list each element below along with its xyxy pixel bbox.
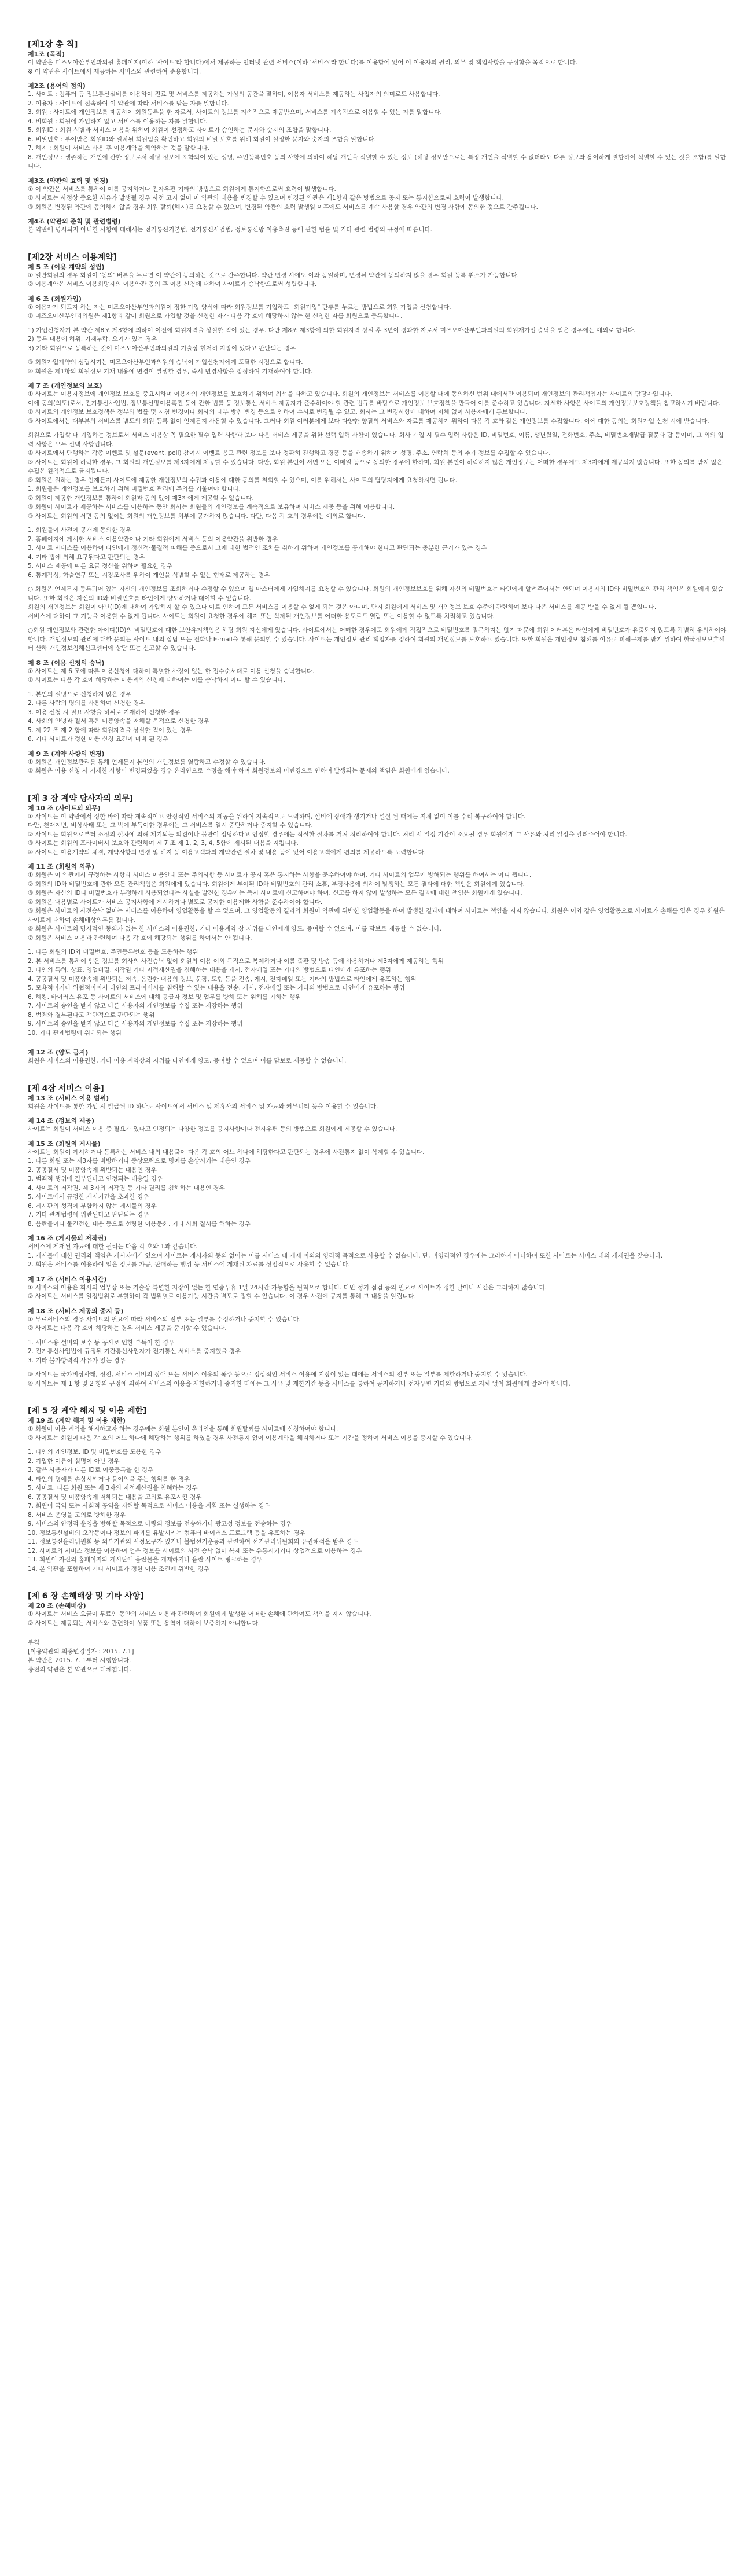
article-text: ② 사이트는 사정상 중요한 사유가 발생될 경우 사전 고지 없이 이 약관의 내용을 변경할 수 있으며 변경된 약관은 제1항과 같은 방법으로 공지 또는 통지함으로써 효력이 발생합니다. [28,194,505,201]
article-text: ② 사이트는 다음 각 호에 해당하는 이용계약 신청에 대하여는 이를 승낙하지 아니 할 수 있습니다. [28,677,285,683]
article-text: ⑥ 회원은 사이트의 명시적인 동의가 없는 한 서비스의 이용권한, 기타 이용계약 상 지위를 타인에게 양도, 증여할 수 없으며, 이를 담보로 제공할 수 없습니다. [28,925,441,932]
section-divider [28,776,728,793]
article-text: 10. 기타 관계법령에 위배되는 행위 [28,1029,122,1037]
article-text: 이 약관은 미즈오아산부인과의원 홈페이지(이하 '사이트'라 합니다)에서 제공하는 인터넷 관련 서비스(이하 '서비스'라 합니다)를 이용함에 있어 이 이용자의 권리, 의무 및 책임사항을 규정함을 목적으로 합니다. [28,59,577,66]
article-text: ③ 사이트는 국가비상사태, 정전, 서비스 설비의 장애 또는 서비스 이용의 폭주 등으로 정상적인 서비스 이용에 지장이 있는 때에는 서비스의 전부 또는 일부를 제한하거나 중지할 수 있습니다. [28,1371,528,1378]
article-text: 6. 해킹, 바이러스 유포 등 사이트의 서비스에 대해 공급자 정보 및 업무를 방해 또는 위해를 가하는 행위 [28,993,301,1001]
article-title: 제 9 조 (계약 사항의 변경) [28,749,105,758]
article-text: 3. 같은 사용자가 다른 ID로 이중등록을 한 경우 [28,1467,153,1473]
article-title: 제 13 조 (서비스 이용 범위) [28,1094,109,1102]
spacer [28,621,728,626]
article-text: 2. 회원은 서비스를 이용하여 얻은 정보를 가공, 판매하는 행위 등 서비스에 게재된 자료를 상업적으로 사용할 수 없습니다. [28,1261,350,1268]
article-title: 제 7 조 (개인정보의 보호) [28,382,102,389]
article-text: 4. 타인의 명예를 손상시키거나 불이익을 주는 행위를 한 경우 [28,1475,190,1483]
article-text: 6. 통계작성, 학술연구 또는 시장조사를 위하여 개인을 식별할 수 없는 형태로 제공하는 경우 [28,571,270,579]
spacer [28,744,728,749]
spacer [28,653,728,659]
article-text: ② 사이트는 회원이 다음 각 호의 어느 하나에 해당하는 행위를 하였을 경우 사전통지 없이 이용계약을 해지하거나 또는 기간을 정하여 서비스 이용을 중지할 수 있습니다. [28,1434,473,1442]
article-text: ④ 사이트에서 단행하는 각종 이벤트 및 설문(event, poll) 참여시 이벤트 응모 관련 정보를 보다 정확히 진행하고 경품 등을 배송하기 위하여 성명, 주소, 연락처 등의 추가 정보를 수집할 수 있습니다. [28,450,551,457]
article-title: 제 11 조 (회원의 의무) [28,863,95,870]
article-text: 3. 사이트 서비스를 이용하여 타인에게 정신적·물질적 피해를 줌으로서 그에 대한 법적인 조치를 취하기 위하여 개인정보를 공개해야 한다고 판단되는 충분한 근거가 있는 경우 [28,545,487,552]
spacer [28,1365,728,1370]
article-text: ② 미즈오아산부인과의원은 제1항과 같이 회원으로 가입할 것을 신청한 자가 다음 각 호에 해당하지 않는 한 신청한 자를 회원으로 등록합니다. [28,313,403,319]
chapter-heading: [제 5 장 계약 해지 및 이용 제한] [28,1406,147,1416]
article-text: 다만, 천재지변, 비상사태 또는 그 밖에 부득이한 경우에는 그 서비스를 일시 중단하거나 중지할 수 있습니다. [28,822,313,829]
article-text: 9. 서비스의 안정적 운영을 방해할 목적으로 다량의 정보를 전송하거나 광고성 정보를 전송하는 경우 [28,1520,292,1527]
article-text: ① 일반회원의 경우 회원이 '동의' 버튼을 누르면 이 약관에 동의하는 것으로 간주합니다. 약관 변경 시에도 이와 동일하며, 변경된 약관에 동의하지 않을 경우 회원 등록 취소가 가능합니다. [28,271,520,279]
article-text: 1. 타인의 개인정보, ID 및 비밀번호를 도용한 경우 [28,1449,161,1456]
article-text: 5. 사이트에서 규정한 게시기간을 초과한 경우 [28,1193,149,1200]
article-text: 회원으로 가입할 때 기입하는 정보로서 서비스 이용상 꼭 필요한 필수 입력 사항과 보다 나은 서비스 제공을 위한 선택 입력 사항이 있습니다. 회사 가입 시 필수 입력 사항은 ID, 비밀번호, 이름, 생년월일, 전화번호, 주소, 비밀번호재발급 질문과 답 등이며, 그 외의 입력 사항은 모두 선택 사항입니다. [28,432,724,448]
article-text: ① 사이트는 서비스 요금이 무료인 동안의 서비스 이용과 관련하여 회원에게 발생한 어떠한 손해에 관하여도 책임을 지지 않습니다. [28,1611,371,1618]
article-text: 4. 공공질서 및 미풍양속에 위반되는 저속, 음란한 내용의 정보, 문장, 도형 등을 전송, 게시, 전자메일 또는 기타의 방법으로 타인에게 유포하는 행위 [28,975,417,983]
article-text: 6. 기타 사이트가 정한 이용 신청 요건이 미비 된 경우 [28,736,168,743]
spacer [28,1111,728,1116]
article-text: ③ 회원은 변경된 약관에 동의하지 않을 경우 회원 탈퇴(해지)를 요청할 수 있으며, 변경된 약관의 효력 발생일 이후에도 서비스를 계속 사용할 경우 약관의 변경 사항에 동의한 것으로 간주됩니다. [28,203,538,211]
article-text: 7. 기타 관계법령에 위반된다고 판단되는 경우 [28,1211,149,1218]
article-text: 3. 기타 불가항력적 사유가 있는 경우 [28,1357,126,1364]
article-text: 1. 사이트 : 컴퓨터 등 정보통신설비를 이용하여 진료 및 서비스를 제공하는 가상의 공간을 말하며, 이용자 서비스를 제공하는 사업자의 의미로도 사용합니다. [28,91,440,98]
article-text: 11. 정보통신윤리위원회 등 외부기관의 시정요구가 있거나 불법선거운동과 관련하여 선거관리위원회의 유권해석을 받은 경우 [28,1538,358,1545]
article-text: 7. 회원이 국익 또는 사회적 공익을 저해할 목적으로 서비스 이용을 계획 또는 실행하는 경우 [28,1502,270,1509]
spacer [28,376,728,381]
spacer [28,1628,728,1633]
article-text: ○회원 개인정보와 관련한 아이디(ID)의 비밀번호에 대한 보안유지책임은 해당 회원 자신에게 있습니다. 사이트에서는 어떠한 경우에도 회원에게 직접적으로 비밀번호를 질문하지는 않기 때문에 회원 여러분은 타인에게 비밀번호가 유출되지 않도록 각별히 유의하여야 합니다. 개인정보의 관리에 대한 문의는 사이트 내의 상담 또는 전화나 E-mail을 통해 문의할 수 있습니다. 사이트는 개인정보 관리 책임자를 정하여 회원의 개인정보를 보호하고 있습니다. 또한 회원은 개인정보 침해를 이유로 피해구제를 받기 위하여 한국정보보호센터 산하 개인정보침해신고센터에 상담 또는 신고할 수 있습니다. [28,627,727,652]
article-text: 7. 해지 : 회원이 서비스 사용 후 이용계약을 해약하는 것을 말합니다. [28,145,209,152]
article-text: 회원은 사이트를 통한 가입 시 발급된 ID 하나로 사이트에서 서비스 및 제휴사의 서비스 및 자료와 커뮤니티 등을 이용할 수 있습니다. [28,1103,378,1110]
article-text: 2. 다른 사람의 명의를 사용하여 신청한 경우 [28,700,145,707]
article-title: 제3조 (약관의 효력 및 변경) [28,177,109,185]
article-text: 1. 다른 회원 또는 제3자를 비방하거나 중상모략으로 명예를 손상시키는 내용인 경우 [28,1157,251,1164]
spacer [28,857,728,862]
terms-document [28,39,728,1674]
spacer [28,171,728,177]
spacer [28,943,728,948]
article-text: 2. 가입한 이름이 실명이 아닌 경우 [28,1457,120,1465]
article-text: 1. 본인의 실명으로 신청하지 않은 경우 [28,690,131,698]
article-title: 제1조 (목적) [28,50,65,58]
article-text: ④ 회원은 내용별로 사이트가 서비스 공지사항에 게시하거나 별도로 공지한 이용제한 사항을 준수하여야 합니다. [28,898,323,906]
article-text: ⑧ 회원이 사이트가 제공하는 서비스를 이용하는 동안 회사는 회원들의 개인정보를 계속적으로 보유하며 서비스 제공 등을 위해 이용합니다. [28,504,395,510]
chapter-heading: [제1장 총 칙] [28,40,78,49]
article-text: ① 회원은 이 약관에서 규정하는 사항과 서비스 이용안내 또는 주의사항 등 사이트가 공지 혹은 통지하는 사항을 준수하여야 하며, 기타 사이트의 업무에 방해되는 행위를 하여서는 아니 됩니다. [28,872,532,879]
spacer [28,580,728,585]
article-text: ① 회원이 이용 계약을 해지하고자 하는 경우에는 회원 본인이 온라인을 통해 회원탈퇴를 사이트에 신청하여야 합니다. [28,1425,338,1432]
article-text: 4. 사회의 안녕과 질서 혹은 미풍양속을 저해할 목적으로 신청한 경우 [28,718,209,725]
section-divider [28,1574,728,1591]
article-text: 9. 사이트의 승인을 받지 않고 다른 사용자의 개인정보를 수집 또는 저장하는 행위 [28,1020,243,1027]
article-text: ② 이용계약은 서비스 이용희망자의 이용약관 동의 후 이용 신청에 대하여 사이트가 승낙함으로써 성립합니다. [28,281,317,288]
article-text: ③ 사이트는 회원의 프라이버시 보호와 관련하여 제 7 조 제 1, 2, 3, 4, 5항에 제시된 내용을 지킵니다. [28,840,299,847]
article-title: 제 15 조 (회원의 게시물) [28,1140,101,1148]
spacer [28,1134,728,1140]
article-text: ④ 회원은 제1항의 회원정보 기재 내용에 변경이 발생한 경우, 즉시 변경사항을 정정하여 기재하여야 합니다. [28,368,313,375]
spacer [28,1270,728,1275]
article-text: 6. 비밀번호 : 부여받은 회원ID와 일치된 회원임을 확인하고 회원의 비밀 보호를 위해 회원이 설정한 문자와 숫자의 조합을 말합니다. [28,135,377,143]
article-text: ※ 이 약관은 사이트에서 제공하는 서비스와 관련하여 준용합니다. [28,68,201,75]
article-title: 제2조 (용어의 정의) [28,82,86,90]
article-text: ④ 사이트는 제 1 항 및 2 항의 규정에 의하여 서비스의 이용을 제한하거나 중지한 때에는 그 사유 및 제한기간 등을 서비스를 통하여 공지하거나 전자우편 기타의 방법으로 지체 없이 회원에게 알려야 합니다. [28,1380,570,1387]
article-title: 제 10 조 (사이트의 의무) [28,804,101,812]
article-text: ② 사이트는 제공되는 서비스와 관련하여 상품 또는 용역에 대하여 보증하지 아니합니다. [28,1619,260,1627]
article-text: 종전의 약관은 본 약관으로 대체합니다. [28,1666,131,1673]
article-text: 5. 회원ID : 회원 식별과 서비스 이용을 위하여 회원이 선정하고 사이트가 승인하는 문자와 숫자의 조합을 말합니다. [28,127,332,134]
article-text: 2. 공공질서 및 미풍양속에 위반되는 내용인 경우 [28,1166,157,1174]
article-text: ② 사이트는 서비스를 일정범위로 분할하여 각 범위별로 이용가능 시간을 별도로 정할 수 있습니다. 이 경우 사전에 공지를 통해 그 내용을 알립니다. [28,1293,417,1300]
article-text: 1. 서비스용 설비의 보수 등 공사로 인한 부득이 한 경우 [28,1339,175,1346]
section-divider [28,1066,728,1083]
article-text: ⑨ 사이트는 회원의 서면 동의 없이는 회원의 개인정보를 외부에 공개하지 않습니다. 다만, 다음 각 호의 경우에는 예외로 합니다. [28,512,366,520]
article-text: ③ 회원가입계약의 성립시기는 미즈오아산부인과의원의 승낙이 가입신청자에게 도달한 시점으로 합니다. [28,359,303,366]
article-text: 2. 홈페이지에 게시한 서비스 이용약관이나 기타 회원에게 서비스 등의 이용약관을 위반한 경우 [28,535,278,543]
article-text: ② 회원의 ID와 비밀번호에 관한 모든 관리책임은 회원에게 있습니다. 회원에게 부여된 ID와 비밀번호의 관리 소홀, 부정사용에 의하여 발생하는 모든 결과에 대한 책임은 회원에게 있습니다. [28,880,525,888]
article-title: 제 20 조 (손해배상) [28,1602,86,1609]
spacer [28,1229,728,1234]
spacer [28,321,728,326]
article-text: 12. 사이트의 서비스 정보를 이용하여 얻은 정보를 사이트의 사전 승낙 없이 복제 또는 유통시키거나 상업적으로 이용하는 경우 [28,1547,362,1555]
article-text: ① 서비스의 이용은 회사의 업무상 또는 기술상 특별한 지장이 없는 한 연중무휴 1일 24시간 가능함을 원칙으로 합니다. 다만 정기 점검 등의 필요로 사이트가 정한 날이나 시간은 그러하지 않습니다. [28,1284,547,1291]
article-text: 4. 비회원 : 회원에 가입하지 않고 서비스를 이용하는 자를 말합니다. [28,117,208,125]
article-text: 3) 기타 회원으로 등록하는 것이 미즈오아산부인과의원의 기술상 현저히 지장이 있다고 판단되는 경우 [28,344,296,352]
article-text: [이용약관의 최종변경일자 : 2015. 7.1] [28,1648,134,1655]
spacer [28,353,728,358]
spacer [28,1443,728,1448]
chapter-heading: [제2장 서비스 이용계약] [28,252,117,262]
article-text: ① 이용자가 되고자 하는 자는 미즈오아산부인과의원이 정한 가입 양식에 따라 회원정보를 기입하고 "회원가입" 단추를 누르는 방법으로 회원 가입을 신청합니다. [28,303,451,311]
section-divider [28,1388,728,1406]
article-title: 제 12 조 (양도 금지) [28,1049,89,1056]
article-text: ④ 사이트는 이용계약의 체결, 계약사항의 변경 및 해지 등 이용고객과의 계약관련 절차 및 내용 등에 있어 이용고객에게 편의를 제공하도록 노력합니다. [28,848,426,856]
article-text: 1. 다른 회원의 ID와 비밀번호, 주민등록번호 등을 도용하는 행위 [28,949,198,956]
article-text: ⑦ 회원은 서비스 이용과 관련하여 다음 각 호에 해당되는 행위를 하여서는 안 됩니다. [28,934,252,942]
article-text: ② 사이트의 개인정보 보호정책은 정부의 법률 및 지침 변경이나 회사의 내부 방침 변경 등으로 인하여 수시로 변경될 수 있고, 회사는 그 변경사항에 대하여 지체 없이 사용자에게 통보합니다. [28,409,528,416]
spacer [28,1043,728,1048]
article-text: 13. 회원이 자신의 홈페이지와 게시판에 음란물을 게재하거나 음란 사이트 링크하는 경우 [28,1556,263,1563]
article-text: 회원은 서비스의 이용권한, 기타 이용 계약상의 지위를 타인에게 양도, 증여할 수 없으며 이를 담보로 제공할 수 없습니다. [28,1057,347,1064]
article-text: 2. 본 서비스를 통하여 얻은 정보를 회사의 사전승낙 없이 회원의 이용 이외 목적으로 복제하거나 이를 출판 및 방송 등에 사용하거나 제3자에게 제공하는 행위 [28,957,444,965]
article-text: ⑤ 회원은 사이트의 사전승낙 없이는 서비스를 이용하여 영업활동을 할 수 없으며, 그 영업활동의 결과와 회원이 약관에 위반한 영업활동을 하여 발생한 결과에 대하여 사이트는 책임을 지지 않습니다. 회원은 이와 같은 영업활동으로 사이트가 손해를 입은 경우 회원은 사이트에 대하여 손해배상의무를 집니다. [28,907,725,924]
article-text: 5. 서비스 제공에 따른 요금 정산을 위하여 필요한 경우 [28,563,172,569]
article-text: 6. 공공질서 및 미풍양속에 저해되는 내용을 고의로 유포시킨 경우 [28,1493,202,1501]
article-text: 본 약관은 2015. 7. 1부터 시행합니다. [28,1657,131,1664]
article-text: 서비스에 게재된 자료에 대한 권리는 다음 각 호와 1과 같습니다. [28,1243,198,1250]
article-text: ⑦ 회원이 제공한 개인정보를 통하여 회원과 동의 없이 제3자에게 제공할 수 없습니다. [28,494,254,502]
spacer [28,685,728,690]
article-text: 1) 가입신청자가 본 약관 제8조 제3항에 의하여 이전에 회원자격을 상실한 적이 있는 경우. 다만 제8조 제3항에 의한 회원자격 상실 후 3년이 경과한 자로서 미즈오아산부인과의원의 회원재가입 승낙을 얻은 경우에는 예외로 합니다. [28,326,636,334]
article-text: 8. 음란물이나 불건전한 내용 등으로 선량한 이용문화, 기타 사회 질서를 해하는 경우 [28,1220,251,1228]
article-text: 1. 회원들이 사전에 공개에 동의한 경우 [28,527,131,534]
article-text: 4. 사이트의 저작권, 제 3자의 저작권 등 기타 권리를 침해하는 내용인 경우 [28,1184,225,1192]
spacer [28,521,728,526]
article-text: 사이트는 회원이 게시하거나 등록하는 서비스 내의 내용물이 다음 각 호의 어느 하나에 해당한다고 판단되는 경우에 사전통지 없이 삭제할 수 있습니다. [28,1148,425,1156]
article-text: 10. 정보통신설비의 오작동이나 정보의 파괴를 유발시키는 컴퓨터 바이러스 프로그램 등을 유포하는 경우 [28,1529,305,1537]
spacer [28,1633,728,1638]
spacer [28,1333,728,1339]
article-title: 제 19 조 (계약 해지 및 이용 제한) [28,1417,126,1424]
article-text: 2. 이용자 : 사이트에 접속하여 이 약관에 따라 서비스를 받는 자를 말합니다. [28,100,229,107]
article-text: ① 회원은 개인정보관리를 통해 언제든지 본인의 개인정보를 열람하고 수정할 수 있습니다. [28,758,266,766]
chapter-heading: [제 3 장 계약 당사자의 의무] [28,793,134,803]
article-text: ① 사이트는 이용자정보에 개인정보 보호를 중요시하며 이용자의 개인정보를 보호하기 위하여 최선을 다하고 있습니다. 회원의 개인정보는 서비스를 이용할 때에 동의하신 범위 내에서만 이용되며 개인정보의 관리책임자는 사이트의 담당자입니다. [28,391,672,398]
article-title: 제 8 조 (이용 신청의 승낙) [28,659,105,667]
article-text: 서비스에 대하여 그 기능을 이용할 수 없게 됩니다. 사이트는 회원이 요청한 경우에 해지 또는 삭제된 개인정보를 어떠한 용도로도 열람 또는 이용할 수 없도록 처리하고 있습니다. [28,612,495,620]
spacer [28,76,728,82]
article-text: ② 회원은 이용 신청 시 기재한 사항이 변경되었을 경우 온라인으로 수정을 해야 하며 회원정보의 미변경으로 인하여 발생되는 문제의 책임은 회원에게 있습니다. [28,767,450,774]
article-title: 제 14 조 (정보의 제공) [28,1117,95,1125]
article-text: 5. 사이트, 다른 회원 또는 제 3자의 지적재산권을 침해하는 경우 [28,1484,198,1491]
article-text: ② 사이트는 회원으로부터 소정의 절차에 의해 제기되는 의견이나 불만이 정당하다고 인정할 경우에는 적절한 절차를 거처 처리하여야 합니다. 처리 시 일정 기간이 소요될 경우 회원에게 그 사유와 처리 일정을 알려주어야 합니다. [28,831,627,838]
article-title: 제 16 조 (게시물의 저작권) [28,1234,107,1242]
article-text: ① 무료서비스의 경우 사이트의 필요에 따라 서비스의 전부 또는 일부를 수정하거나 중지할 수 있습니다. [28,1315,301,1323]
article-title: 제 5 조 (이용 계약의 성립) [28,263,105,271]
article-text: 3. 타인의 특허, 상표, 영업비밀, 저작권 기타 지적재산권을 침해하는 내용을 게시, 전자메일 또는 기타의 방법으로 타인에게 유포하는 행위 [28,967,391,973]
article-title: 제 17 조 (서비스 이용시간) [28,1275,107,1283]
article-text: 1. 회원들은 개인정보를 보호하기 위해 비밀번호 관리에 주의를 기울여야 합니다. [28,486,241,493]
spacer [28,1302,728,1307]
article-text: ⑤ 사이트는 회원이 허락한 경우, 그 회원의 개인정보를 제3자에게 제공할 수 있습니다. 다만, 회원 본인이 서면 또는 이메일 등으로 동의한 경우에 한하며, 회원 본인이 허락하지 않은 개인정보는 어떠한 경우에도 제3자에게 제공되지 않습니다. 또한 동의를 받지 않은 수집은 원칙적으로 금지됩니다. [28,458,723,475]
chapter-heading: [제 6 장 손해배상 및 기타 사항] [28,1592,144,1601]
article-text: 7. 사이트의 승인을 받지 않고 다른 사용자의 개인정보를 수집 또는 저장하는 행위 [28,1002,243,1009]
article-text: 3. 범죄적 행위에 결부된다고 인정되는 내용일 경우 [28,1175,163,1182]
article-text: 사이트는 회원이 서비스 이용 중 필요가 있다고 인정되는 다양한 정보를 공지사항이나 전자우편 등의 방법으로 회원에게 제공할 수 있습니다. [28,1126,397,1133]
spacer [28,212,728,217]
article-text: ③ 사이트에서는 대부분의 서비스를 별도의 회원 등록 없이 언제든지 사용할 수 있습니다. 그러나 회원 여러분에게 보다 다양한 양질의 서비스와 자료를 제공하기 위하여 다음 각 호와 같은 개인정보를 수집합니다. 이에 대한 동의는 회원가입 신청 시에 받습니다. [28,417,709,425]
spacer [28,1038,728,1043]
article-title: 제 18 조 (서비스 제공의 중지 등) [28,1307,124,1315]
article-text: 14. 본 약관을 포함하여 기타 사이트가 정한 이용 조건에 위반한 경우 [28,1565,209,1572]
chapter-heading: [제 4장 서비스 이용] [28,1083,104,1093]
article-text: ③ 회원은 자신의 ID나 비밀번호가 부정하게 사용되었다는 사실을 발견한 경우에는 즉시 사이트에 신고하여야 하며, 신고를 하지 않아 발생하는 모든 결과에 대한 책임은 회원에게 있습니다. [28,890,522,896]
article-text: 5. 모욕적이거나 위협적이어서 타인의 프라이버시를 침해할 수 있는 내용을 전송, 게시, 전자메일 또는 기타의 방법으로 타인에게 유포하는 행위 [28,984,405,991]
article-text: ① 사이트는 이 약관에서 정한 바에 따라 계속적이고 안정적인 서비스의 제공을 위하여 지속적으로 노력하며, 설비에 장애가 생기거나 멸실 된 때에는 지체 없이 이를 수리 복구하여야 합니다. [28,813,526,820]
article-text: ① 사이트는 제 6 조에 따른 이용신청에 대하여 특별한 사정이 없는 한 접수순서대로 이용 신청을 승낙합니다. [28,667,315,675]
article-text: 이에 동의(의도)로서, 전기통신사업법, 정보통신망이용촉진 등에 관한 법률 등 정보통신 서비스 제공자가 준수하여야 할 관련 법규를 바탕으로 개인정보 보호정책을 만들어 이를 준수하고 있습니다. 자세한 사항은 사이트의 개인정보보호정책을 참고하시기 바랍니다. [28,399,720,407]
section-divider [28,235,728,252]
article-text: 부칙 [28,1639,40,1646]
article-text: ① 이 약관은 서비스를 통하여 이를 공지하거나 전자우편 기타의 방법으로 회원에게 통지함으로써 효력이 발생합니다. [28,185,336,193]
article-text: 8. 개인정보 : 생존하는 개인에 관한 정보로서 해당 정보에 포함되어 있는 성명, 주민등록번호 등의 사항에 의하여 해당 개인을 식별할 수 있는 정보 (해당 정보만으로는 특정 개인을 식별할 수 없더라도 다른 정보와 용이하게 결합하여 식별할 수 있는 것을 포함)를 말합니다. [28,153,726,170]
article-text: ○ 회원은 언제든지 등록되어 있는 자신의 개인정보를 조회하거나 수정할 수 있으며 웹 마스터에게 가입해지를 요청할 수 있습니다. 회원의 개인정보보호를 위해 자신의 비밀번호는 타인에게 알려주어서는 안되며 이용자의 ID와 비밀번호의 관리 책임은 회원에게 있습니다. 또한 회원은 자신의 ID와 비밀번호를 타인에게 양도하거나 대여할 수 없습니다. [28,586,724,602]
article-text: 3. 이용 신청 시 필요 사항을 허위로 기재하여 신청한 경우 [28,708,181,716]
article-title: 제4조 (약관외 준칙 및 관련법령) [28,218,121,225]
article-text: 1. 게시물에 대한 권리와 책임은 게시자에게 있으며 사이트는 게시자의 동의 없이는 이를 서비스 내 게재 이외의 영리적 목적으로 사용할 수 없습니다. 단, 비영리적인 경우에는 그러하지 아니하며 또한 사이트는 서비스 내의 게재권을 갖습니다. [28,1252,663,1259]
article-text: 2. 전기통신사업법에 규정된 기간통신사업자가 전기통신 서비스를 중지했을 경우 [28,1348,241,1355]
article-text: 회원의 개인정보는 회원이 아닌(ID)에 대하여 가입해지 할 수 있으나 이로 인하여 모든 서비스를 이용할 수 없게 되는 것은 아니며, 단지 회원에게 서비스 및 개인정보 보호 수준에 관련하여 보다 나은 서비스를 제공 받을 수 없게 될 뿐입니다. [28,604,657,611]
article-text: ② 사이트는 다음 각 호에 해당하는 경우 서비스 제공을 중지할 수 있습니다. [28,1325,227,1332]
article-text: 5. 제 22 조 제 2 항에 따라 회원자격을 상실한 적이 있는 경우 [28,726,192,734]
article-text: 8. 범죄와 결부된다고 객관적으로 판단되는 행위 [28,1011,155,1019]
spacer [28,426,728,431]
article-text: 2) 등록 내용에 허위, 기재누락, 오기가 있는 경우 [28,336,157,343]
article-text: 4. 기타 법에 의해 요구된다고 판단되는 경우 [28,553,145,561]
article-text: 8. 서비스 운영을 고의로 방해한 경우 [28,1511,126,1519]
spacer [28,289,728,295]
article-text: ⑥ 회원은 원하는 경우 언제든지 사이트에 제공한 개인정보의 수집과 이용에 대한 동의를 철회할 수 있으며, 이를 위해서는 사이트의 담당자에게 요청하시면 됩니다. [28,476,458,484]
article-text: 3. 회원 : 사이트에 개인정보를 제공하여 회원등록을 한 자로서, 사이트의 정보를 지속적으로 제공받으며, 서비스를 계속적으로 이용할 수 있는 자를 말합니다. [28,109,442,116]
article-text: 6. 게시판의 성격에 부합하지 않는 게시물의 경우 [28,1202,157,1210]
article-text: 본 약관에 명시되지 아니한 사항에 대해서는 전기통신기본법, 전기통신사업법, 정보통신망 이용촉진 등에 관한 법률 및 기타 관련 법령의 규정에 따릅니다. [28,226,432,233]
article-title: 제 6 조 (회원가입) [28,295,82,303]
